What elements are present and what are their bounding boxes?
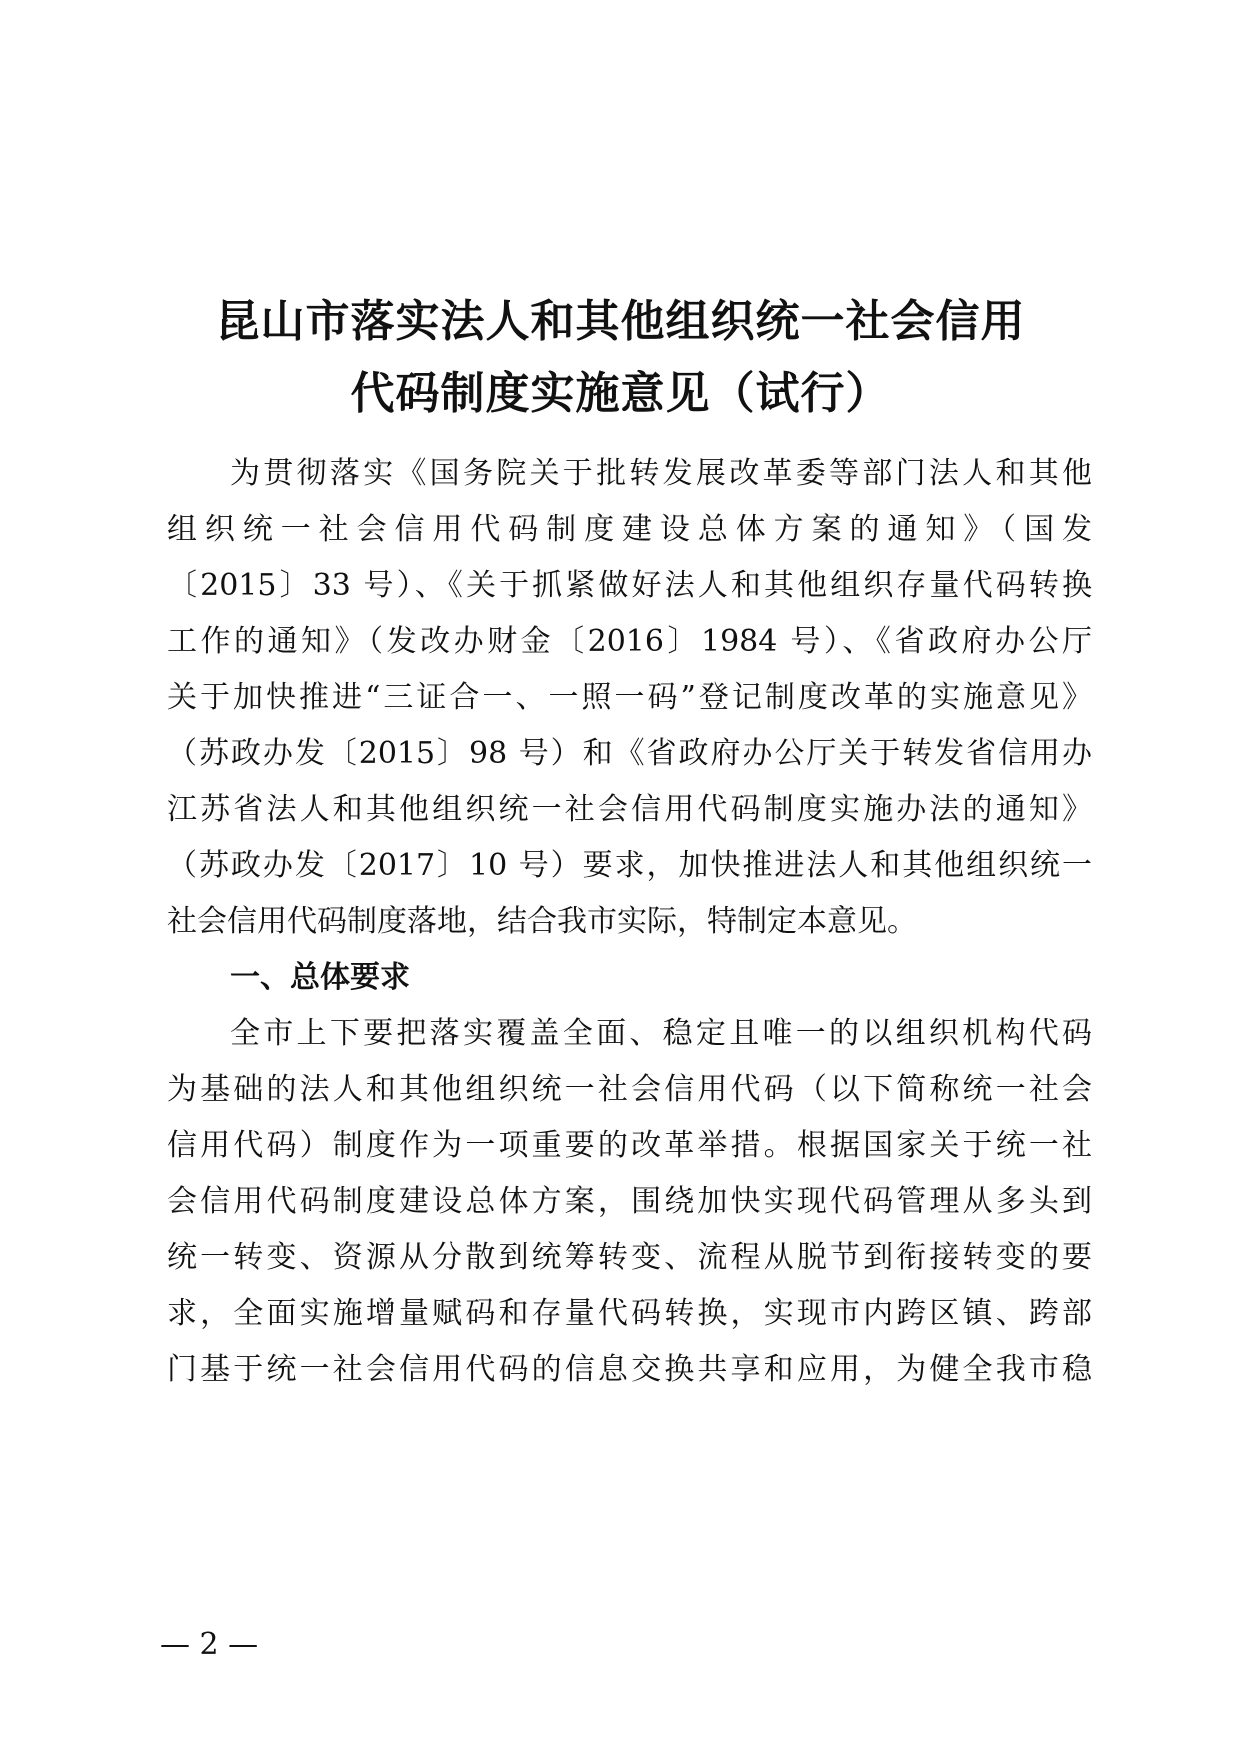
paragraph-2-line-7: 门基于统一社会信用代码的信息交换共享和应用，为健全我市稳 — [167, 1352, 1092, 1387]
document-title-line-2: 代码制度实施意见（试行） — [350, 368, 891, 419]
paragraph-1-line-3: 〔2015〕33 号）、《关于抓紧做好法人和其他组织存量代码转换 — [167, 568, 1092, 603]
paragraph-2-line-3: 信用代码）制度作为一项重要的改革举措。根据国家关于统一社 — [167, 1128, 1092, 1163]
paragraph-1-line-6: （苏政办发〔2015〕98 号）和《省政府办公厅关于转发省信用办 — [167, 736, 1092, 771]
paragraph-1-line-1: 为贯彻落实《国务院关于批转发展改革委等部门法人和其他 — [230, 456, 1092, 491]
paragraph-2-line-2: 为基础的法人和其他组织统一社会信用代码（以下简称统一社会 — [167, 1072, 1092, 1107]
paragraph-2-line-4: 会信用代码制度建设总体方案，围绕加快实现代码管理从多头到 — [167, 1184, 1092, 1219]
paragraph-1-line-2: 组织统一社会信用代码制度建设总体方案的通知》（国发 — [167, 512, 1092, 547]
paragraph-2-line-5: 统一转变、资源从分散到统筹转变、流程从脱节到衔接转变的要 — [167, 1240, 1092, 1275]
paragraph-2-line-6: 求，全面实施增量赋码和存量代码转换，实现市内跨区镇、跨部 — [167, 1296, 1092, 1331]
paragraph-1-line-4: 工作的通知》（发改办财金〔2016〕1984 号）、《省政府办公厅 — [167, 624, 1092, 659]
page-number: — 2 — — [160, 1627, 259, 1662]
paragraph-1-line-9: 社会信用代码制度落地，结合我市实际，特制定本意见。 — [167, 904, 917, 939]
section-1-heading: 一、总体要求 — [230, 960, 410, 995]
paragraph-1-line-5: 关于加快推进“三证合一、一照一码”登记制度改革的实施意见》 — [167, 680, 1092, 715]
paragraph-2-line-1: 全市上下要把落实覆盖全面、稳定且唯一的以组织机构代码 — [230, 1016, 1092, 1051]
paragraph-1-line-8: （苏政办发〔2017〕10 号）要求，加快推进法人和其他组织统一 — [167, 848, 1092, 883]
paragraph-1-line-7: 江苏省法人和其他组织统一社会信用代码制度实施办法的通知》 — [167, 792, 1092, 827]
document-title-line-1: 昆山市落实法人和其他组织统一社会信用 — [215, 296, 1026, 347]
